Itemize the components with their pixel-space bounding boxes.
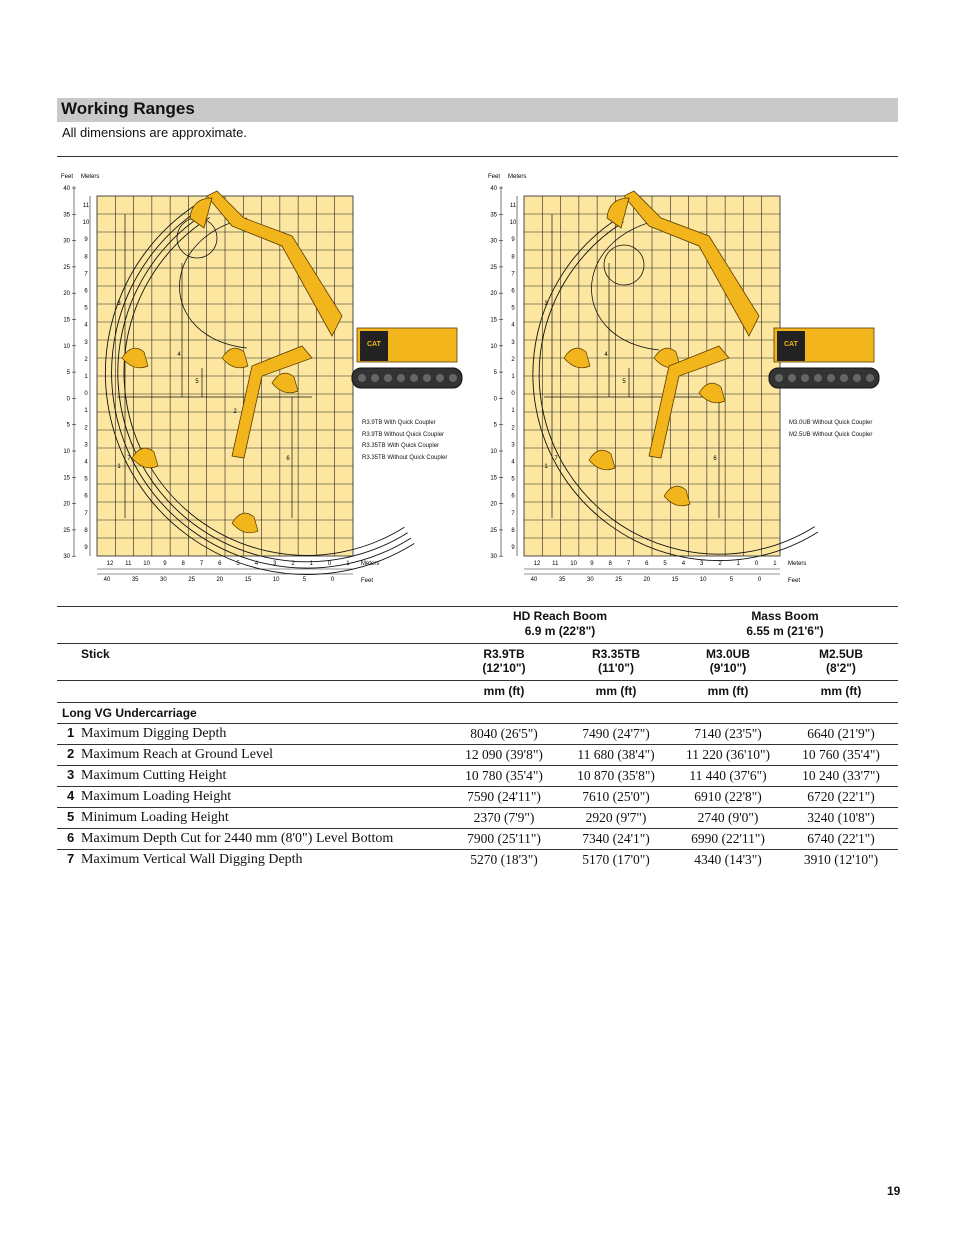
feet-tick-label: 10 <box>490 343 497 350</box>
value-cell: 5170 (17'0") <box>560 849 672 870</box>
feet-tick-label: 0 <box>493 396 497 403</box>
bottom-feet-tick: 10 <box>699 577 707 583</box>
column-header <box>448 643 560 680</box>
column-sub: (12'10") <box>482 660 526 675</box>
value-cell: 6990 (22'11") <box>672 828 784 849</box>
bottom-meter-tick: 7 <box>626 561 631 567</box>
value-cell: 7140 (23'5") <box>672 723 784 744</box>
working-range-diagram-mass-boom <box>484 168 914 588</box>
value-cell: 5270 (18'3") <box>448 849 560 870</box>
feet-tick-label: 20 <box>490 291 497 298</box>
track-roller <box>775 374 783 382</box>
value-cell: 8040 (26'5") <box>448 723 560 744</box>
bottom-meter-tick: 10 <box>143 561 150 567</box>
table-row <box>57 807 898 828</box>
track-roller <box>449 374 457 382</box>
feet-tick-label: 30 <box>63 238 70 245</box>
dimension-callout: 3 <box>544 301 548 307</box>
bottom-feet-tick: 30 <box>587 577 594 583</box>
bottom-meters-label: Meters <box>788 561 807 567</box>
bottom-feet-tick: 40 <box>530 577 538 583</box>
dimension-callout: 4 <box>604 352 608 358</box>
dimension-callout: 1 <box>117 464 121 470</box>
legend-item: R3.9TB With Quick Coupler <box>362 420 436 426</box>
legend-item: R3.35TB With Quick Coupler <box>362 443 440 449</box>
bottom-meter-tick: 11 <box>125 561 132 567</box>
dimension-number: 7 <box>67 851 75 867</box>
bottom-meter-tick: 12 <box>106 561 114 567</box>
track-roller <box>814 374 822 382</box>
bottom-meter-tick: 2 <box>718 561 722 567</box>
value-cell: 2370 (7'9") <box>448 807 560 828</box>
dimension-number: 3 <box>67 767 75 782</box>
excavator-track <box>352 368 462 388</box>
bottom-feet-tick: 25 <box>615 577 622 583</box>
dimension-callout: 5 <box>195 379 199 385</box>
value-cell: 7900 (25'11") <box>448 828 560 849</box>
value-cell: 10 240 (33'7") <box>784 765 898 786</box>
value-cell: 12 090 (39'8") <box>448 744 560 765</box>
dimension-callout: 1 <box>544 464 548 470</box>
track-roller <box>801 374 809 382</box>
meter-tick-label: 6 <box>84 288 88 295</box>
table-row <box>57 744 898 765</box>
working-ranges-table <box>57 606 898 870</box>
feet-tick-label: 25 <box>63 527 70 534</box>
bottom-meter-tick: 9 <box>163 561 167 567</box>
meter-tick-label: 9 <box>511 545 515 551</box>
meter-tick-label: 0 <box>84 391 88 398</box>
dimension-label: Maximum Loading Height <box>81 789 232 804</box>
value-cell: 6720 (22'1") <box>784 786 898 807</box>
value-cell: 11 680 (38'4") <box>560 744 672 765</box>
bottom-meter-tick: 1 <box>346 561 350 567</box>
meter-tick-label: 5 <box>511 476 515 483</box>
dimension-label-cell <box>57 807 448 828</box>
axis-meters-label: Meters <box>508 174 527 180</box>
bottom-feet-tick: 35 <box>558 577 566 583</box>
feet-tick-label: 35 <box>490 212 497 219</box>
bottom-meter-tick: 8 <box>608 561 612 567</box>
meter-tick-label: 9 <box>511 237 515 244</box>
dimension-label: Maximum Digging Depth <box>81 726 227 741</box>
column-name: M3.0UB <box>705 646 750 661</box>
table-row <box>57 723 898 744</box>
column-sub: (8'2") <box>826 660 856 675</box>
feet-tick-label: 5 <box>66 370 70 377</box>
bottom-meters-label: Meters <box>361 561 380 567</box>
bottom-meter-tick: 6 <box>218 561 222 567</box>
column-name: R3.35TB <box>591 646 641 661</box>
meter-tick-label: 6 <box>511 288 515 295</box>
value-cell: 7340 (24'1") <box>560 828 672 849</box>
meter-tick-label: 6 <box>511 493 515 500</box>
axis-meters-label: Meters <box>81 174 100 180</box>
feet-tick-label: 15 <box>490 475 497 482</box>
bottom-meter-tick: 5 <box>236 561 240 567</box>
feet-tick-label: 30 <box>490 238 497 245</box>
dimension-label: Maximum Reach at Ground Level <box>81 747 274 762</box>
dimension-callout: 3 <box>117 301 121 307</box>
feet-tick-label: 10 <box>63 449 70 455</box>
meter-tick-label: 3 <box>84 442 88 449</box>
meter-tick-label: 3 <box>511 442 515 449</box>
value-cell: 2740 (9'0") <box>672 807 784 828</box>
meter-tick-label: 7 <box>84 271 88 278</box>
dimension-callout: 6 <box>286 456 290 462</box>
cat-logo: CAT <box>784 341 798 348</box>
track-roller <box>423 374 431 382</box>
feet-tick-label: 35 <box>63 212 70 219</box>
feet-tick-label: 20 <box>490 501 497 508</box>
value-cell: 7610 (25'0") <box>560 786 672 807</box>
meter-tick-label: 11 <box>82 203 90 209</box>
section-banner <box>57 98 898 122</box>
column-header <box>784 643 898 680</box>
value-cell: 7490 (24'7") <box>560 723 672 744</box>
dimension-number: 2 <box>67 746 75 761</box>
meter-tick-label: 1 <box>511 374 515 380</box>
bottom-feet-tick: 20 <box>643 577 651 583</box>
track-roller <box>397 374 405 382</box>
bottom-meter-tick: 4 <box>681 561 686 567</box>
meter-tick-label: 5 <box>84 305 88 312</box>
cat-logo: CAT <box>367 341 381 348</box>
meter-tick-label: 5 <box>511 305 515 312</box>
bottom-meter-tick: 7 <box>199 561 204 567</box>
feet-tick-label: 30 <box>63 554 70 561</box>
bottom-meter-tick: 1 <box>773 561 777 567</box>
value-cell: 11 220 (36'10") <box>672 744 784 765</box>
meter-tick-label: 2 <box>84 356 88 363</box>
feet-tick-label: 40 <box>490 186 497 192</box>
group-sub: 6.9 m (22'8") <box>524 624 596 639</box>
column-header <box>560 643 672 680</box>
meter-tick-label: 7 <box>511 510 515 517</box>
bottom-feet-tick: 5 <box>729 577 734 583</box>
meter-tick-label: 3 <box>511 339 515 346</box>
value-cell: 11 440 (37'6") <box>672 765 784 786</box>
bottom-meter-tick: 6 <box>645 561 649 567</box>
diagram-svg <box>57 168 487 588</box>
value-cell: 3240 (10'8") <box>784 807 898 828</box>
column-header <box>672 643 784 680</box>
dimension-number: 6 <box>67 830 75 845</box>
dimension-label-cell <box>57 849 448 870</box>
dimension-label-cell <box>57 786 448 807</box>
feet-tick-label: 5 <box>493 422 497 429</box>
diagram-legend <box>789 418 872 441</box>
feet-tick-label: 30 <box>490 554 497 561</box>
stick-label: Stick <box>57 643 448 680</box>
legend-item: M2.5UB Without Quick Coupler <box>789 431 873 438</box>
meter-tick-label: 2 <box>84 425 88 432</box>
meter-tick-label: 11 <box>509 203 517 209</box>
track-roller <box>827 374 835 382</box>
table-column-header <box>57 643 898 680</box>
units-row <box>57 680 898 702</box>
meter-tick-label: 2 <box>511 425 515 432</box>
value-cell: 10 760 (35'4") <box>784 744 898 765</box>
bottom-feet-tick: 30 <box>160 577 167 583</box>
feet-tick-label: 20 <box>63 291 70 298</box>
dimension-label: Maximum Cutting Height <box>81 768 227 783</box>
axis-feet-label: Feet <box>61 174 74 180</box>
bottom-feet-tick: 0 <box>330 577 335 583</box>
bottom-feet-tick: 20 <box>216 577 224 583</box>
table-row <box>57 849 898 870</box>
feet-tick-label: 15 <box>63 475 70 482</box>
bottom-feet-tick: 10 <box>272 577 280 583</box>
bottom-meter-tick: 4 <box>254 561 259 567</box>
feet-tick-label: 20 <box>63 501 70 508</box>
subtitle: All dimensions are approximate. <box>62 125 247 140</box>
dimension-callout: 7 <box>554 456 558 462</box>
dimension-number: 1 <box>67 725 75 740</box>
feet-tick-label: 15 <box>490 317 497 324</box>
dimension-label: Maximum Depth Cut for 2440 mm (8'0") Level Bottom <box>81 831 394 846</box>
meter-tick-label: 3 <box>84 339 88 346</box>
meter-tick-label: 9 <box>84 237 88 244</box>
table-row <box>57 786 898 807</box>
bottom-meter-tick: 8 <box>181 561 185 567</box>
dimension-number: 5 <box>67 809 75 824</box>
track-roller <box>410 374 418 382</box>
meter-tick-label: 4 <box>84 459 88 466</box>
bottom-meter-tick: 0 <box>754 561 759 567</box>
dimension-callout: 7 <box>127 456 131 462</box>
group-hd-reach-boom <box>448 606 672 643</box>
excavator-track <box>769 368 879 388</box>
table-group-header <box>57 606 898 643</box>
meter-tick-label: 9 <box>84 545 88 551</box>
feet-tick-label: 5 <box>493 370 497 377</box>
feet-tick-label: 25 <box>490 264 497 271</box>
bottom-feet-label: Feet <box>361 578 374 584</box>
meter-tick-label: 0 <box>511 391 515 398</box>
meter-tick-label: 7 <box>511 271 515 278</box>
unit-cell: mm (ft) <box>560 680 672 702</box>
meter-tick-label: 1 <box>84 408 88 415</box>
meter-tick-label: 10 <box>82 220 90 227</box>
track-roller <box>866 374 874 382</box>
dimension-callout: 2 <box>233 409 237 415</box>
meter-tick-label: 8 <box>511 527 515 534</box>
bottom-feet-tick: 15 <box>244 577 252 583</box>
bottom-meter-tick: 12 <box>533 561 541 567</box>
value-cell: 3910 (12'10") <box>784 849 898 870</box>
meter-tick-label: 2 <box>511 356 515 363</box>
feet-tick-label: 0 <box>66 396 70 403</box>
working-range-diagram-hd-reach <box>57 168 487 588</box>
value-cell: 6740 (22'1") <box>784 828 898 849</box>
section-title: Long VG Undercarriage <box>57 702 898 723</box>
feet-tick-label: 10 <box>63 343 70 350</box>
unit-cell: mm (ft) <box>784 680 898 702</box>
dimension-number: 4 <box>67 788 75 803</box>
track-roller <box>358 374 366 382</box>
legend-item: M3.0UB Without Quick Coupler <box>789 420 873 426</box>
dimension-callout: 5 <box>622 379 626 385</box>
meter-tick-label: 8 <box>511 254 515 261</box>
page-number: 19 <box>887 1184 901 1198</box>
feet-tick-label: 25 <box>63 264 70 271</box>
unit-cell: mm (ft) <box>448 680 560 702</box>
group-name: HD Reach Boom <box>512 609 607 624</box>
dimension-label-cell <box>57 744 448 765</box>
legend-item: R3.35TB Without Quick Coupler <box>362 454 448 461</box>
group-sub: 6.55 m (21'6") <box>746 624 824 639</box>
group-mass-boom <box>672 606 898 643</box>
track-roller <box>788 374 796 382</box>
bottom-feet-tick: 40 <box>103 577 111 583</box>
column-name: M2.5UB <box>818 646 863 661</box>
meter-tick-label: 1 <box>84 374 88 380</box>
bottom-feet-tick: 5 <box>302 577 307 583</box>
bottom-meter-tick: 2 <box>291 561 295 567</box>
column-name: R3.9TB <box>483 646 525 661</box>
feet-tick-label: 5 <box>66 422 70 429</box>
bottom-feet-tick: 35 <box>131 577 139 583</box>
dimension-label-cell <box>57 723 448 744</box>
section-row <box>57 702 898 723</box>
diagram-legend <box>362 418 447 464</box>
table-row <box>57 765 898 786</box>
bottom-meter-tick: 11 <box>552 561 559 567</box>
bottom-meter-tick: 3 <box>273 561 277 567</box>
dimension-label-cell <box>57 765 448 786</box>
meter-tick-label: 6 <box>84 493 88 500</box>
value-cell: 10 870 (35'8") <box>560 765 672 786</box>
value-cell: 4340 (14'3") <box>672 849 784 870</box>
axis-feet-label: Feet <box>488 174 501 180</box>
meter-tick-label: 4 <box>84 322 88 329</box>
bottom-meter-tick: 1 <box>309 561 313 567</box>
table-row <box>57 828 898 849</box>
dimension-label: Maximum Vertical Wall Digging Depth <box>81 852 303 868</box>
track-roller <box>853 374 861 382</box>
bottom-meter-tick: 0 <box>327 561 332 567</box>
track-roller <box>436 374 444 382</box>
diagram-svg <box>484 168 914 588</box>
dimension-callout: 6 <box>713 456 717 462</box>
bottom-meter-tick: 9 <box>590 561 594 567</box>
legend-item: R3.9TB Without Quick Coupler <box>362 431 445 438</box>
meter-tick-label: 8 <box>84 254 88 261</box>
feet-tick-label: 25 <box>490 527 497 534</box>
dimension-label: Minimum Loading Height <box>81 810 229 825</box>
feet-tick-label: 10 <box>490 449 497 455</box>
bottom-feet-tick: 15 <box>671 577 679 583</box>
bottom-meter-tick: 1 <box>736 561 740 567</box>
value-cell: 10 780 (35'4") <box>448 765 560 786</box>
unit-cell: mm (ft) <box>672 680 784 702</box>
meter-tick-label: 5 <box>84 476 88 483</box>
bottom-feet-label: Feet <box>788 578 801 584</box>
meter-tick-label: 10 <box>509 220 517 227</box>
feet-tick-label: 15 <box>63 317 70 324</box>
dimension-label-cell <box>57 828 448 849</box>
value-cell: 6640 (21'9") <box>784 723 898 744</box>
meter-tick-label: 1 <box>511 408 515 415</box>
value-cell: 6910 (22'8") <box>672 786 784 807</box>
value-cell: 7590 (24'11") <box>448 786 560 807</box>
column-sub: (9'10") <box>709 660 747 675</box>
track-roller <box>840 374 848 382</box>
value-cell: 2920 (9'7") <box>560 807 672 828</box>
meter-tick-label: 4 <box>511 459 515 466</box>
feet-tick-label: 40 <box>63 186 70 192</box>
bottom-meter-tick: 10 <box>570 561 577 567</box>
bottom-meter-tick: 3 <box>700 561 704 567</box>
meter-tick-label: 7 <box>84 510 88 517</box>
track-roller <box>384 374 392 382</box>
bottom-meter-tick: 5 <box>663 561 667 567</box>
dimension-callout: 4 <box>177 352 181 358</box>
divider <box>57 156 898 157</box>
column-sub: (11'0") <box>598 660 634 675</box>
track-roller <box>371 374 379 382</box>
meter-tick-label: 4 <box>511 322 515 329</box>
page-title: Working Ranges <box>61 99 195 118</box>
bottom-feet-tick: 0 <box>757 577 762 583</box>
bottom-feet-tick: 25 <box>188 577 195 583</box>
group-name: Mass Boom <box>751 609 819 624</box>
meter-tick-label: 8 <box>84 527 88 534</box>
